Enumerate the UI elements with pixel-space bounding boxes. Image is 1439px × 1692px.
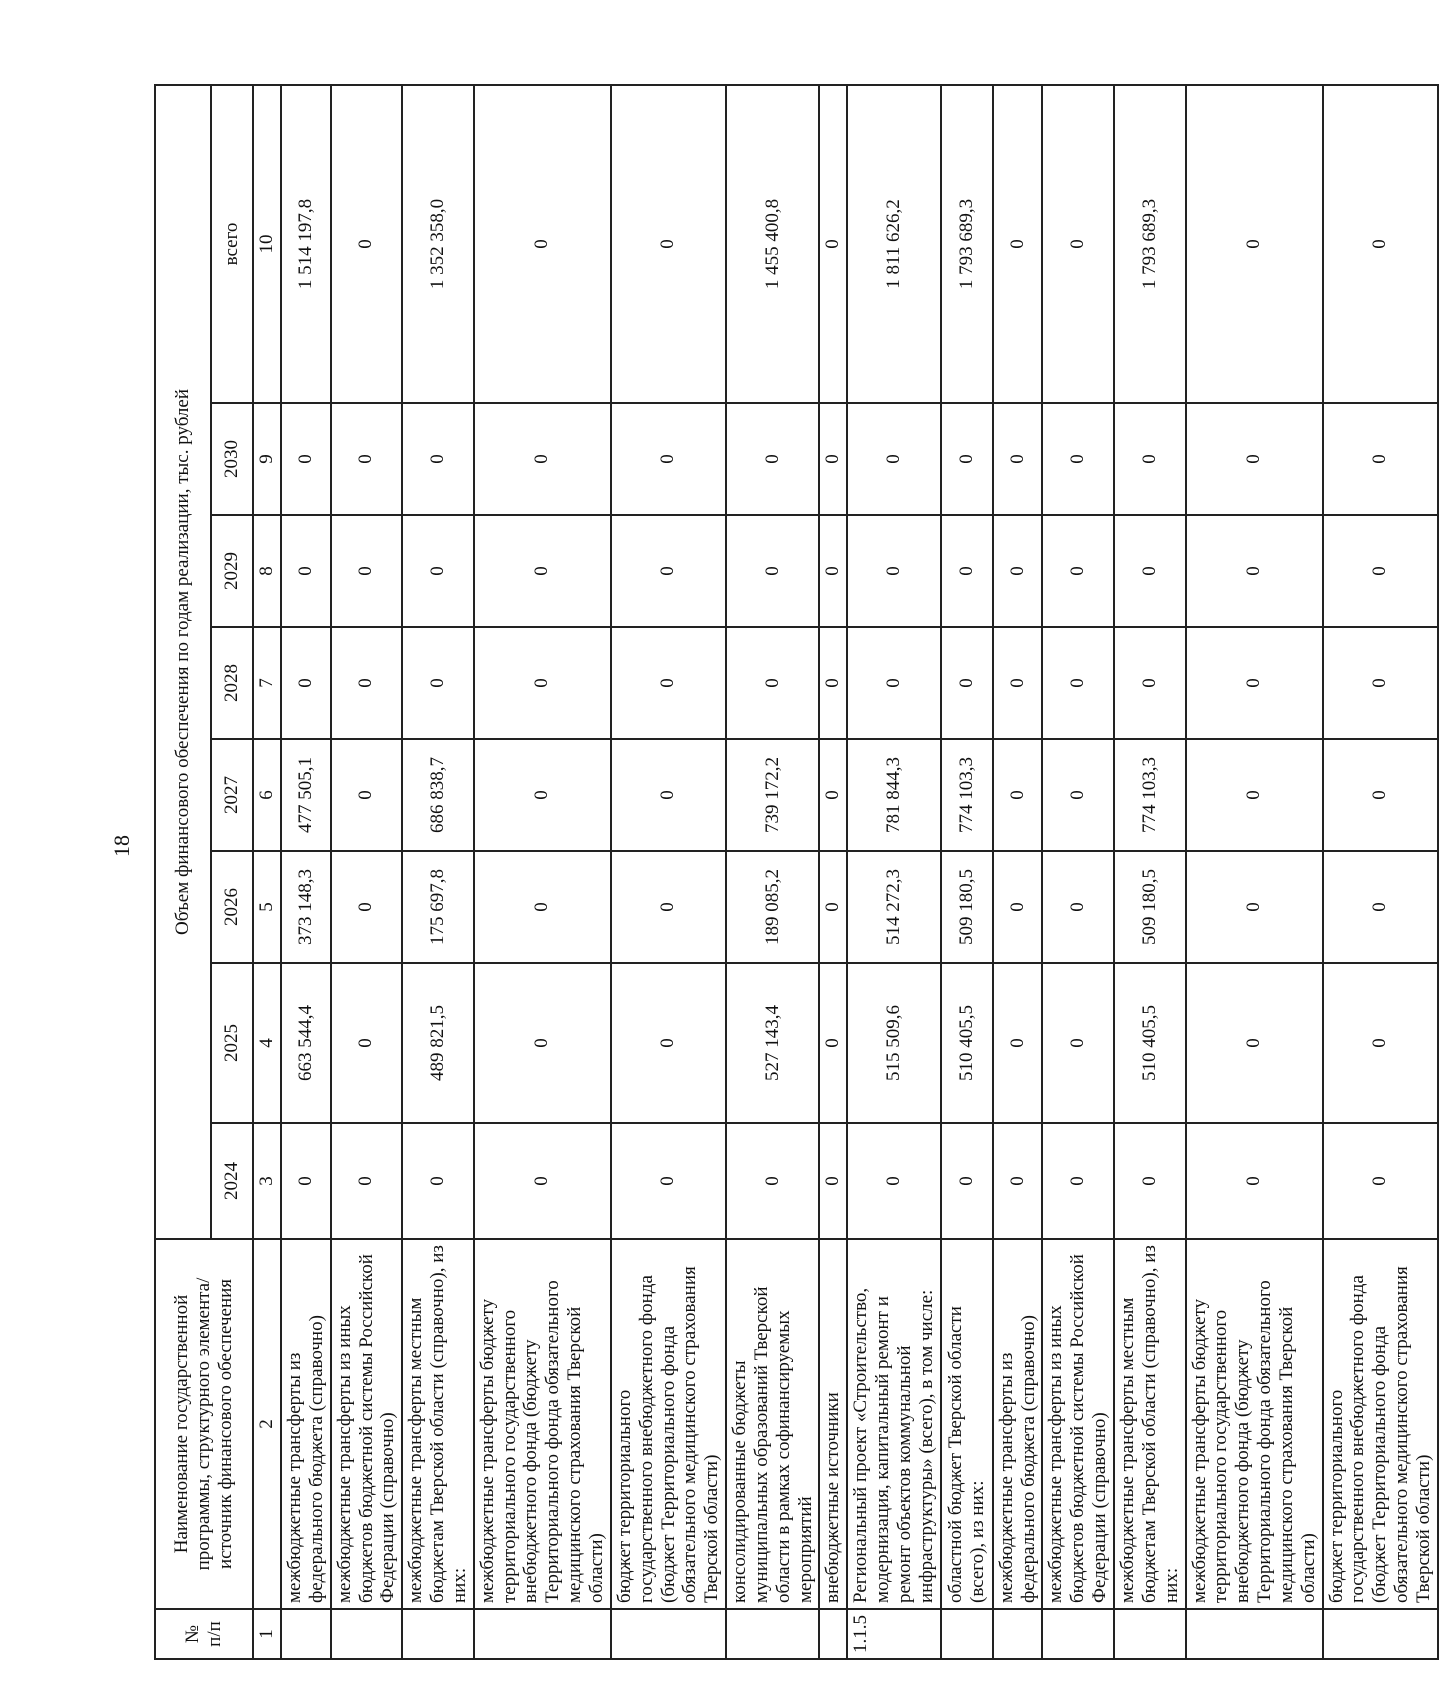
page-number: 18 bbox=[109, 835, 134, 857]
row-number bbox=[474, 1609, 611, 1659]
row-year-value: 0 bbox=[1114, 1123, 1186, 1239]
row-number: 1.1.5 bbox=[847, 1609, 940, 1659]
row-year-value: 373 148,3 bbox=[281, 851, 331, 963]
row-year-value: 0 bbox=[611, 963, 726, 1123]
row-year-value: 0 bbox=[993, 851, 1043, 963]
row-year-value: 0 bbox=[819, 627, 847, 739]
row-year-value: 0 bbox=[474, 403, 611, 515]
row-year-value: 0 bbox=[993, 515, 1043, 627]
row-year-value: 189 085,2 bbox=[726, 851, 819, 963]
header-year: 2027 bbox=[211, 739, 253, 851]
row-year-value: 0 bbox=[847, 627, 940, 739]
row-year-value: 489 821,5 bbox=[402, 963, 474, 1123]
row-name: межбюджетные трансферты бюджету территориального государственного внебюджетного фонда (бюджету Территориального фонда обязательного медицинского страхования Тверской области) bbox=[474, 1239, 611, 1609]
row-year-value: 0 bbox=[819, 739, 847, 851]
row-year-value: 0 bbox=[611, 515, 726, 627]
row-year-value: 0 bbox=[726, 627, 819, 739]
row-year-value: 0 bbox=[402, 515, 474, 627]
row-year-value: 0 bbox=[1042, 851, 1114, 963]
rotated-table-container bbox=[154, 86, 1434, 1660]
header-year: 2030 bbox=[211, 403, 253, 515]
table-row bbox=[402, 85, 474, 1659]
row-name: Региональный проект «Строительство, модернизация, капитальный ремонт и ремонт объектов коммунальной инфраструктуры» (всего), в том числе: bbox=[847, 1239, 940, 1609]
header-volume-title: Объем финансового обеспечения по годам реализации, тыс. рублей bbox=[155, 85, 211, 1239]
row-year-value: 515 509,6 bbox=[847, 963, 940, 1123]
row-year-value: 0 bbox=[1323, 1123, 1438, 1239]
financing-table bbox=[154, 84, 1439, 1660]
row-name: межбюджетные трансферты из иных бюджетов бюджетной системы Российской Федерации (справочно) bbox=[331, 1239, 403, 1609]
row-year-value: 0 bbox=[1323, 851, 1438, 963]
row-total-value: 0 bbox=[1042, 85, 1114, 403]
row-year-value: 0 bbox=[726, 515, 819, 627]
row-number bbox=[819, 1609, 847, 1659]
row-number bbox=[1114, 1609, 1186, 1659]
row-year-value: 0 bbox=[941, 627, 993, 739]
header-year: 2025 bbox=[211, 963, 253, 1123]
row-number bbox=[993, 1609, 1043, 1659]
row-year-value: 509 180,5 bbox=[941, 851, 993, 963]
row-year-value: 0 bbox=[331, 627, 403, 739]
row-year-value: 0 bbox=[993, 963, 1043, 1123]
row-year-value: 0 bbox=[847, 403, 940, 515]
row-name: межбюджетные трансферты из федерального бюджета (справочно) bbox=[281, 1239, 331, 1609]
row-year-value: 663 544,4 bbox=[281, 963, 331, 1123]
row-year-value: 0 bbox=[1186, 403, 1323, 515]
row-year-value: 0 bbox=[1186, 515, 1323, 627]
index-cell: 7 bbox=[253, 627, 281, 739]
row-year-value: 0 bbox=[1186, 627, 1323, 739]
index-cell: 10 bbox=[253, 85, 281, 403]
table-row bbox=[611, 85, 726, 1659]
table-row bbox=[474, 85, 611, 1659]
row-year-value: 0 bbox=[331, 1123, 403, 1239]
row-year-value: 0 bbox=[281, 403, 331, 515]
row-year-value: 0 bbox=[331, 515, 403, 627]
row-name: областной бюджет Тверской области (всего), из них: bbox=[941, 1239, 993, 1609]
table-row bbox=[819, 85, 847, 1659]
row-number bbox=[1186, 1609, 1323, 1659]
row-year-value: 0 bbox=[1114, 627, 1186, 739]
row-total-value: 0 bbox=[611, 85, 726, 403]
table-row bbox=[941, 85, 993, 1659]
row-year-value: 175 697,8 bbox=[402, 851, 474, 963]
index-cell: 6 bbox=[253, 739, 281, 851]
row-name: межбюджетные трансферты бюджету территориального государственного внебюджетного фонда (бюджету Территориального фонда обязательного медицинского страхования Тверской области) bbox=[1186, 1239, 1323, 1609]
row-year-value: 0 bbox=[941, 403, 993, 515]
row-name: бюджет территориального государственного внебюджетного фонда (бюджет Территориального фонда обязательного медицинского страхования Тверской области) bbox=[1323, 1239, 1438, 1609]
row-year-value: 0 bbox=[402, 627, 474, 739]
row-year-value: 0 bbox=[1323, 963, 1438, 1123]
row-number bbox=[402, 1609, 474, 1659]
row-total-value: 0 bbox=[819, 85, 847, 403]
row-year-value: 0 bbox=[1042, 739, 1114, 851]
row-year-value: 514 272,3 bbox=[847, 851, 940, 963]
row-year-value: 0 bbox=[941, 1123, 993, 1239]
row-total-value: 0 bbox=[1186, 85, 1323, 403]
row-year-value: 0 bbox=[611, 403, 726, 515]
row-number bbox=[941, 1609, 993, 1659]
row-year-value: 527 143,4 bbox=[726, 963, 819, 1123]
row-name: межбюджетные трансферты местным бюджетам Тверской области (справочно), из них: bbox=[1114, 1239, 1186, 1609]
row-year-value: 739 172,2 bbox=[726, 739, 819, 851]
row-year-value: 0 bbox=[331, 963, 403, 1123]
row-year-value: 509 180,5 bbox=[1114, 851, 1186, 963]
row-year-value: 0 bbox=[819, 515, 847, 627]
row-total-value: 1 811 626,2 bbox=[847, 85, 940, 403]
row-year-value: 0 bbox=[331, 739, 403, 851]
row-year-value: 0 bbox=[331, 851, 403, 963]
row-number bbox=[1042, 1609, 1114, 1659]
row-year-value: 0 bbox=[402, 403, 474, 515]
row-year-value: 781 844,3 bbox=[847, 739, 940, 851]
row-number bbox=[331, 1609, 403, 1659]
row-year-value: 0 bbox=[941, 515, 993, 627]
row-name: внебюджетные источники bbox=[819, 1239, 847, 1609]
row-year-value: 0 bbox=[847, 1123, 940, 1239]
table-row bbox=[1323, 85, 1438, 1659]
row-year-value: 0 bbox=[474, 1123, 611, 1239]
row-name: межбюджетные трансферты из иных бюджетов бюджетной системы Российской Федерации (справочно) bbox=[1042, 1239, 1114, 1609]
row-year-value: 0 bbox=[726, 1123, 819, 1239]
row-year-value: 0 bbox=[1186, 963, 1323, 1123]
row-year-value: 0 bbox=[474, 851, 611, 963]
row-name: межбюджетные трансферты местным бюджетам Тверской области (справочно), из них: bbox=[402, 1239, 474, 1609]
index-cell: 3 bbox=[253, 1123, 281, 1239]
row-number bbox=[1323, 1609, 1438, 1659]
row-year-value: 0 bbox=[1323, 403, 1438, 515]
row-total-value: 1 793 689,3 bbox=[941, 85, 993, 403]
header-num: № п/п bbox=[155, 1609, 253, 1659]
row-year-value: 0 bbox=[1186, 851, 1323, 963]
header-index-row bbox=[253, 85, 281, 1659]
row-year-value: 0 bbox=[474, 627, 611, 739]
table-row bbox=[993, 85, 1043, 1659]
header-name: Наименование государственной программы, структурного элемента/источник финансового обеспечения bbox=[155, 1239, 253, 1609]
row-year-value: 0 bbox=[1323, 515, 1438, 627]
row-year-value: 0 bbox=[819, 851, 847, 963]
row-total-value: 1 514 197,8 bbox=[281, 85, 331, 403]
table-row bbox=[847, 85, 940, 1659]
header-year: 2029 bbox=[211, 515, 253, 627]
row-year-value: 0 bbox=[819, 963, 847, 1123]
row-total-value: 0 bbox=[474, 85, 611, 403]
row-year-value: 510 405,5 bbox=[1114, 963, 1186, 1123]
row-year-value: 0 bbox=[1114, 403, 1186, 515]
header-row-1 bbox=[155, 85, 211, 1659]
row-name: межбюджетные трансферты из федерального бюджета (справочно) bbox=[993, 1239, 1043, 1609]
row-total-value: 1 455 400,8 bbox=[726, 85, 819, 403]
index-cell: 1 bbox=[253, 1609, 281, 1659]
row-total-value: 1 352 358,0 bbox=[402, 85, 474, 403]
row-year-value: 0 bbox=[611, 627, 726, 739]
header-year: 2028 bbox=[211, 627, 253, 739]
row-total-value: 0 bbox=[993, 85, 1043, 403]
index-cell: 5 bbox=[253, 851, 281, 963]
row-year-value: 0 bbox=[281, 627, 331, 739]
row-year-value: 0 bbox=[819, 403, 847, 515]
row-year-value: 0 bbox=[1042, 1123, 1114, 1239]
row-year-value: 0 bbox=[993, 403, 1043, 515]
row-year-value: 0 bbox=[281, 1123, 331, 1239]
table-row bbox=[1042, 85, 1114, 1659]
table-row bbox=[1186, 85, 1323, 1659]
index-cell: 4 bbox=[253, 963, 281, 1123]
table-row bbox=[331, 85, 403, 1659]
row-year-value: 0 bbox=[1114, 515, 1186, 627]
row-number bbox=[281, 1609, 331, 1659]
row-number bbox=[611, 1609, 726, 1659]
table-row bbox=[726, 85, 819, 1659]
row-name: консолидированные бюджеты муниципальных образований Тверской области в рамках софинансируемых мероприятий bbox=[726, 1239, 819, 1609]
row-year-value: 0 bbox=[402, 1123, 474, 1239]
row-year-value: 0 bbox=[1042, 627, 1114, 739]
row-year-value: 0 bbox=[611, 1123, 726, 1239]
row-number bbox=[726, 1609, 819, 1659]
row-year-value: 0 bbox=[1042, 515, 1114, 627]
table-body bbox=[281, 85, 1438, 1659]
row-year-value: 774 103,3 bbox=[1114, 739, 1186, 851]
row-year-value: 0 bbox=[611, 851, 726, 963]
row-year-value: 0 bbox=[819, 1123, 847, 1239]
header-total: всего bbox=[211, 85, 253, 403]
row-year-value: 0 bbox=[474, 739, 611, 851]
row-year-value: 0 bbox=[847, 515, 940, 627]
table-row bbox=[1114, 85, 1186, 1659]
header-year: 2026 bbox=[211, 851, 253, 963]
header-year: 2024 bbox=[211, 1123, 253, 1239]
row-year-value: 0 bbox=[1323, 627, 1438, 739]
row-year-value: 0 bbox=[993, 1123, 1043, 1239]
row-year-value: 0 bbox=[611, 739, 726, 851]
row-year-value: 0 bbox=[1323, 739, 1438, 851]
row-year-value: 0 bbox=[1042, 403, 1114, 515]
row-year-value: 0 bbox=[726, 403, 819, 515]
row-year-value: 0 bbox=[993, 739, 1043, 851]
table-row bbox=[281, 85, 331, 1659]
row-name: бюджет территориального государственного внебюджетного фонда (бюджет Территориального фонда обязательного медицинского страхования Тверской области) bbox=[611, 1239, 726, 1609]
row-total-value: 1 793 689,3 bbox=[1114, 85, 1186, 403]
row-total-value: 0 bbox=[1323, 85, 1438, 403]
row-year-value: 0 bbox=[474, 963, 611, 1123]
row-year-value: 510 405,5 bbox=[941, 963, 993, 1123]
row-year-value: 0 bbox=[281, 515, 331, 627]
row-year-value: 0 bbox=[1186, 739, 1323, 851]
row-year-value: 0 bbox=[1186, 1123, 1323, 1239]
row-total-value: 0 bbox=[331, 85, 403, 403]
row-year-value: 0 bbox=[474, 515, 611, 627]
row-year-value: 774 103,3 bbox=[941, 739, 993, 851]
row-year-value: 0 bbox=[1042, 963, 1114, 1123]
index-cell: 2 bbox=[253, 1239, 281, 1609]
index-cell: 9 bbox=[253, 403, 281, 515]
row-year-value: 477 505,1 bbox=[281, 739, 331, 851]
index-cell: 8 bbox=[253, 515, 281, 627]
row-year-value: 0 bbox=[993, 627, 1043, 739]
row-year-value: 0 bbox=[331, 403, 403, 515]
row-year-value: 686 838,7 bbox=[402, 739, 474, 851]
